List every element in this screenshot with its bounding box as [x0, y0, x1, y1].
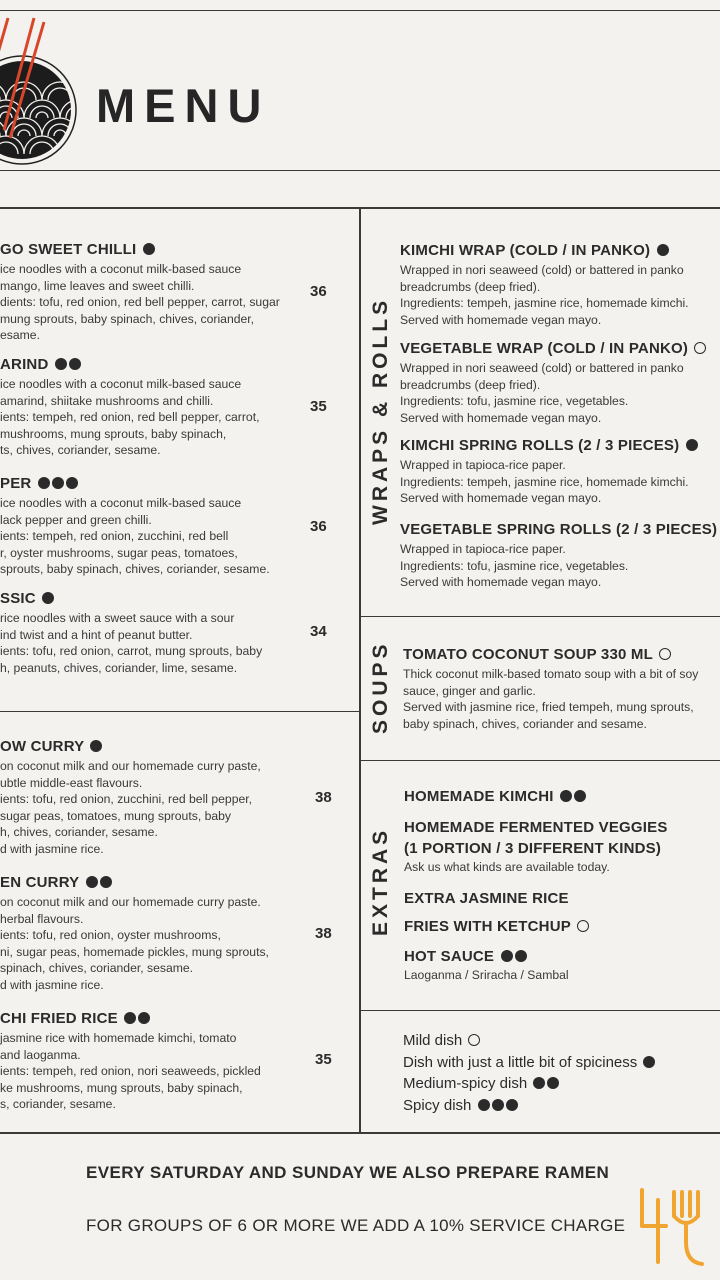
spice-indicator [88, 738, 102, 755]
legend-label: Spicy dish [403, 1096, 472, 1114]
spice-indicator [141, 241, 155, 258]
dish-description-line: Ingredients: tempeh, jasmine rice, homemade kimchi. [400, 296, 689, 311]
spicy-dot-icon [686, 439, 698, 451]
dish-price: 38 [315, 925, 332, 942]
fork-logo-icon [636, 1186, 708, 1270]
dish-description-line: herbal flavours. [0, 911, 84, 926]
dish-name-text: VEGETABLE SPRING ROLLS (2 / 3 PIECES) [400, 521, 718, 538]
dish-name-text: HOT SAUCE [404, 948, 495, 965]
dish-description-line: baby spinach, chives, coriander and sesame. [403, 716, 647, 731]
dish-description-line: ients: tofu, red onion, carrot, mung sprouts, baby [0, 644, 263, 659]
dish-note: Ask us what kinds are available today. [404, 860, 610, 874]
section-label-extras: EXTRAS [369, 826, 392, 936]
section-label-soups: SOUPS [369, 640, 392, 734]
dish-price: 38 [315, 789, 332, 806]
legend-label: Medium-spicy dish [403, 1075, 528, 1092]
dish-description-line: Ingredients: tofu, jasmine rice, vegetables. [400, 558, 629, 573]
divider-header [0, 170, 720, 171]
legend-row [403, 1030, 655, 1052]
dish-description-line: d with jasmine rice. [0, 841, 104, 856]
dish-name-text: PER [0, 475, 32, 492]
dish-name [0, 874, 269, 891]
spice-indicator [122, 1010, 150, 1027]
dish-name [400, 242, 689, 259]
spice-indicator [40, 590, 54, 607]
spicy-dot-icon [506, 1099, 518, 1111]
dish-description-line: spinach, chives, coriander, sesame. [0, 961, 194, 976]
dish-name [0, 356, 259, 373]
spicy-dot-icon [42, 592, 54, 604]
divider-wraps-soups [360, 616, 720, 617]
spicy-dot-icon [66, 477, 78, 489]
dish-name-text: KIMCHI SPRING ROLLS (2 / 3 PIECES) [400, 437, 680, 454]
dish-description-line: Wrapped in nori seaweed (cold) or battered in panko [400, 263, 684, 277]
dish-description-line: ke mushrooms, mung sprouts, baby spinach, [0, 1080, 243, 1095]
spicy-dot-icon [69, 358, 81, 370]
spicy-dot-icon [90, 740, 102, 752]
spicy-dot-icon [492, 1099, 504, 1111]
dish-description-line: rice noodles with a sweet sauce with a sour [0, 611, 235, 625]
extra-item [404, 819, 668, 876]
wrap-dish [400, 521, 720, 591]
spicy-dot-icon [501, 950, 513, 962]
dish-description-line: esame. [0, 328, 40, 343]
dish-description-line: Served with homemade vegan mayo. [400, 575, 602, 590]
spicy-dot-icon [38, 477, 50, 489]
dish-name-text: KIMCHI WRAP (COLD / IN PANKO) [400, 242, 651, 259]
spicy-dot-icon [657, 244, 669, 256]
dish-name [0, 738, 261, 755]
dish-description-line: ni, sugar peas, homemade pickles, mung sprouts, [0, 944, 269, 959]
spice-indicator [657, 646, 671, 663]
mild-circle-icon [468, 1034, 480, 1046]
dish-name [400, 437, 698, 454]
dish-name [403, 646, 698, 663]
dish-description-line: Thick coconut milk-based tomato soup with a bit of soy [403, 667, 699, 681]
dish-name-text: HOMEMADE KIMCHI [404, 788, 554, 805]
wrap-dish [400, 340, 706, 426]
dish-description-line: amarind, shiitake mushrooms and chilli. [0, 393, 214, 408]
dish-name-text: HOMEMADE FERMENTED VEGGIES [404, 819, 668, 836]
dish-name-text: ARIND [0, 356, 49, 373]
extra-item [404, 890, 569, 907]
dish-note: Laoganma / Sriracha / Sambal [404, 968, 569, 982]
dish-name-line2: (1 PORTION / 3 DIFFERENT KINDS) [404, 840, 662, 857]
dish-name [404, 788, 586, 805]
dish-name [404, 948, 569, 965]
spice-indicator [531, 1075, 559, 1092]
spicy-dot-icon [574, 790, 586, 802]
spice-indicator [466, 1032, 480, 1049]
dish-name [404, 890, 569, 907]
divider-extras-legend [360, 1010, 720, 1011]
spicy-dot-icon [515, 950, 527, 962]
dish-name [0, 590, 262, 607]
spicy-dot-icon [52, 477, 64, 489]
dish-description-line: s, coriander, sesame. [0, 1097, 116, 1112]
spice-indicator [641, 1054, 655, 1071]
extra-item [404, 918, 589, 935]
dish-description-line: mung sprouts, baby spinach, chives, coriander, [0, 311, 255, 326]
dish-description-line: mango, lime leaves and sweet chilli. [0, 278, 195, 293]
dish-name-text: TOMATO COCONUT SOUP 330 ML [403, 646, 653, 663]
ramen-notice: EVERY SATURDAY AND SUNDAY WE ALSO PREPARE RAMEN [86, 1163, 610, 1182]
divider-middle [359, 207, 361, 1133]
spicy-dot-icon [533, 1077, 545, 1089]
dish-description-line: d with jasmine rice. [0, 977, 104, 992]
spicy-dot-icon [143, 243, 155, 255]
legend-row [403, 1073, 655, 1095]
mild-circle-icon [577, 920, 589, 932]
dish-name [0, 241, 280, 258]
dish-description-line: Served with homemade vegan mayo. [400, 491, 602, 506]
dish-description-line: on coconut milk and our homemade curry paste. [0, 895, 261, 909]
spice-indicator [684, 437, 698, 454]
dish-description-line: Served with homemade vegan mayo. [400, 410, 602, 425]
dish-name [400, 521, 720, 538]
service-charge-notice: FOR GROUPS OF 6 OR MORE WE ADD A 10% SERVICE CHARGE [86, 1216, 626, 1235]
dish-description-line: ice noodles with a coconut milk-based sauce [0, 377, 242, 391]
noodle-dish [0, 356, 259, 459]
legend-row [403, 1052, 655, 1074]
mild-circle-icon [659, 648, 671, 660]
spicy-dot-icon [124, 1012, 136, 1024]
divider-grid-bottom [0, 1132, 720, 1134]
spicy-dot-icon [547, 1077, 559, 1089]
dish-price: 35 [315, 1051, 332, 1068]
dish-description-line: Served with homemade vegan mayo. [400, 312, 602, 327]
dish-name-text: CHI FRIED RICE [0, 1010, 118, 1027]
legend-row [403, 1095, 655, 1117]
dish-description-line: ients: tempeh, red onion, red bell pepper, carrot, [0, 410, 260, 425]
dish-description-line: Ingredients: tofu, jasmine rice, vegetables. [400, 394, 629, 409]
spice-indicator [476, 1097, 518, 1114]
dish-description-line: ice noodles with a coconut milk-based sauce [0, 496, 242, 510]
dish-description-line: r, oyster mushrooms, sugar peas, tomatoes, [0, 545, 238, 560]
legend-label: Mild dish [403, 1032, 463, 1049]
dish-description-line: h, chives, coriander, sesame. [0, 825, 158, 840]
dish-price: 36 [310, 518, 327, 535]
spicy-dot-icon [643, 1056, 655, 1068]
noodle-bowl-logo [0, 0, 90, 180]
dish-description-line: breadcrumbs (deep fried). [400, 279, 541, 294]
dish-description-line: breadcrumbs (deep fried). [400, 377, 541, 392]
spicy-dot-icon [560, 790, 572, 802]
spice-indicator [36, 475, 78, 492]
dish-description-line: lack pepper and green chilli. [0, 512, 152, 527]
dish-description-line: ients: tofu, red onion, zucchini, red bell pepper, [0, 792, 253, 807]
dish-name [0, 475, 270, 492]
section-label-wraps: WRAPS & ROLLS [369, 296, 392, 525]
wrap-dish [400, 242, 689, 328]
spicy-dot-icon [478, 1099, 490, 1111]
spice-indicator [53, 356, 81, 373]
curry-dish [0, 1010, 261, 1113]
dish-description-line: Wrapped in nori seaweed (cold) or battered in panko [400, 361, 684, 375]
extra-item [404, 948, 569, 984]
spice-indicator [692, 340, 706, 357]
spice-indicator [84, 874, 112, 891]
dish-name-text: SSIC [0, 590, 36, 607]
dish-price: 36 [310, 283, 327, 300]
dish-name-text: OW CURRY [0, 738, 85, 755]
mild-circle-icon [694, 342, 706, 354]
dish-description-line: Wrapped in tapioca-rice paper. [400, 458, 566, 472]
dish-description-line: jasmine rice with homemade kimchi, tomato [0, 1031, 237, 1045]
dish-description-line: and laoganma. [0, 1047, 81, 1062]
dish-description-line: Wrapped in tapioca-rice paper. [400, 542, 566, 556]
dish-description-line: ients: tofu, red onion, oyster mushrooms, [0, 928, 221, 943]
dish-description-line: ients: tempeh, red onion, nori seaweeds, pickled [0, 1064, 261, 1079]
legend-label: Dish with just a little bit of spiciness [403, 1053, 638, 1071]
dish-name-text: VEGETABLE WRAP (COLD / IN PANKO) [400, 340, 689, 357]
noodle-dish [0, 475, 270, 578]
dish-description-line: ts, chives, coriander, sesame. [0, 443, 161, 458]
dish-description-line: on coconut milk and our homemade curry paste, [0, 759, 261, 773]
dish-description-line: sauce, ginger and garlic. [403, 683, 536, 698]
spice-legend [403, 1030, 655, 1116]
dish-description-line: Served with jasmine rice, fried tempeh, mung sprouts, [403, 700, 694, 715]
curry-dish [0, 738, 261, 858]
dish-price: 34 [310, 623, 327, 640]
noodle-dish [0, 590, 262, 676]
dish-name-text: GO SWEET CHILLI [0, 241, 137, 258]
dish-description-line: sprouts, baby spinach, chives, coriander, sesame. [0, 562, 270, 577]
dish-name-text: EXTRA JASMINE RICE [404, 890, 569, 907]
wrap-dish [400, 437, 698, 507]
spicy-dot-icon [138, 1012, 150, 1024]
dish-price: 35 [310, 398, 327, 415]
noodle-dish [0, 241, 280, 344]
dish-name-text: FRIES WITH KETCHUP [404, 918, 571, 935]
page-title: MENU [96, 79, 271, 132]
dish-description-line: ice noodles with a coconut milk-based sauce [0, 262, 242, 276]
spicy-dot-icon [55, 358, 67, 370]
divider-top [0, 10, 720, 11]
curry-dish [0, 874, 269, 994]
soup-dish [403, 646, 698, 732]
spice-indicator [575, 918, 589, 935]
dish-description-line: ind twist and a hint of peanut butter. [0, 627, 193, 642]
extra-item [404, 788, 586, 805]
dish-description-line: ubtle middle-east flavours. [0, 775, 143, 790]
spicy-dot-icon [100, 876, 112, 888]
dish-description-line: dients: tofu, red onion, red bell pepper, carrot, sugar [0, 295, 280, 310]
dish-name [0, 1010, 261, 1027]
dish-description-line: Ingredients: tempeh, jasmine rice, homemade kimchi. [400, 474, 689, 489]
dish-description-line: ients: tempeh, red onion, zucchini, red bell [0, 529, 229, 544]
spice-indicator [499, 948, 527, 965]
divider-left-inner [0, 711, 360, 712]
spicy-dot-icon [86, 876, 98, 888]
divider-soups-extras [360, 760, 720, 761]
dish-description-line: sugar peas, tomatoes, mung sprouts, baby [0, 808, 232, 823]
spice-indicator [558, 788, 586, 805]
dish-name [400, 340, 706, 357]
dish-name [404, 819, 668, 857]
dish-description-line: mushrooms, mung sprouts, baby spinach, [0, 426, 227, 441]
dish-name [404, 918, 589, 935]
spice-indicator [655, 242, 669, 259]
dish-description-line: h, peanuts, chives, coriander, lime, sesame. [0, 660, 238, 675]
dish-name-text: EN CURRY [0, 874, 80, 891]
